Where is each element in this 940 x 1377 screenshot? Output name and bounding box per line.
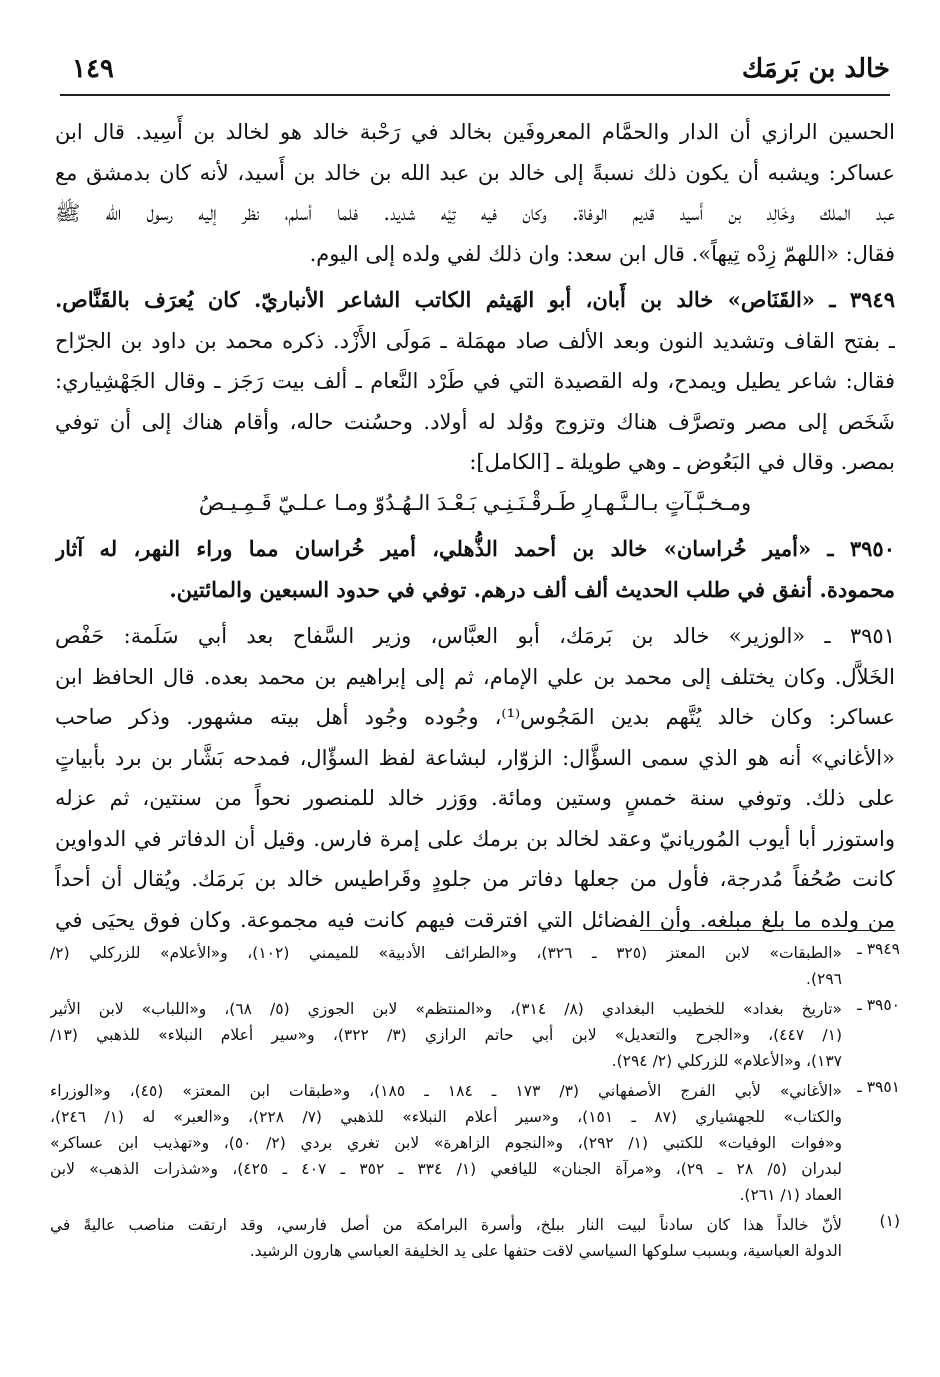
main-text (55, 112, 895, 940)
footnote-number: ٣٩٥١ ـ (857, 1078, 900, 1096)
footnote-number: ٣٩٤٩ ـ (857, 940, 900, 958)
text-line: شَخَص إلى مصر وتصرَّف هناك وتزوج ووُلد له أولاد. وحسُنت حاله، وأقام هناك إلى أن توفي (55, 409, 895, 434)
text-line: فقال: شاعر يطيل ويمدح، وله القصيدة التي في طَرْد النَّعام ـ ألف بيت رَجَز ـ وقال الجَهْشِياري: (55, 369, 895, 393)
footnote-line: الدولة العباسية، وبسبب سلوكها السياسي لاقت حتفها على يد الخليفة العباسي هارون الرشيد. (249, 1242, 842, 1260)
text-line: ـ بفتح القاف وتشديد النون وبعد الألف صاد مهمَلة ـ مَولَى الأَزْد. ذكره محمد بن داود بن الجرّاح (55, 328, 895, 353)
text-line: «الأغاني» أنه هو الذي سمى السؤَّال: الزوّار، لبشاعة لفظ السؤّال، فمدحه بَشَّار بن برد بأبياتٍ (55, 745, 895, 770)
footnote-3951 (50, 1078, 900, 1208)
footnote-line: ٢٩٦). (806, 970, 842, 988)
text-line: محمودة. أنفق في طلب الحديث ألف ألف درهم. توفي في حدود السبعين والمائتين. (169, 576, 895, 602)
page-header (60, 50, 890, 96)
footnote-1 (50, 1212, 900, 1264)
running-title: خالد بن بَرمَك (741, 54, 890, 84)
text-line: بمصر. وقال في البَعُوض ـ وهي طويلة ـ [الكامل]: (469, 450, 895, 474)
entry-heading-3951: ٣٩٥١ ـ «الوزير» خالد بن بَرمَك، أبو العبَّاس، وزير السَّفاح بعد أبي سَلَمة: حَفْص (55, 624, 895, 648)
text-line: عساكر: ويشبه أن يكون ذلك نسبةً إلى خالد بن عبد الله بن خالد بن أَسيد، لأنه كان بدمشق مع (55, 160, 895, 185)
footnote-line: «تاريخ بغداد» للخطيب البغدادي (٨/ ٣١٤)، و«المنتظم» لابن الجوزي (٥/ ٦٨)، و«اللباب» لابن الأثير (50, 1000, 842, 1018)
footnote-line: لأنّ خالداً هذا كان سادناً لبيت النار ببلخ، وأسرة البرامكة من أصل فارسي، وقد ارتقت مناصب عاليةً في (50, 1216, 842, 1234)
text-line: الخَلاَّل. وكان يختلف إلى محمد بن علي الإمام، ثم إلى إبراهيم بن محمد بعده. قال الحافظ ابن (55, 664, 895, 689)
text-line: عساكر: وكان خالد يُتَّهم بدين المَجُوس⁽¹⁾، وجُوده وجُود أهل بيته مشهور. وذكر صاحب (55, 705, 895, 729)
poem-verse: ومـخـبَّـآتٍ بـالـنَّـهـارِ طَـرقْـنَـنِـي بَـعْـدَ الـهُـدُوّ ومـا عـلـيّ قَـمِـيـصُ (198, 490, 752, 515)
footnote-number: ٣٩٥٠ ـ (857, 996, 900, 1014)
text-line: من ولده ما بلغ مبلغه. وأن الفضائل التي افترقت فيهم كانت فيه مجموعة. وكان فوق يحيَى في (55, 907, 895, 932)
footnote-divider (640, 930, 895, 931)
text-line: واستوزر أبا أيوب المُوريانيّ وعقد لخالد بن برمك على إمرة فارس. وقيل أن الدفاتر في الدواوين (55, 826, 895, 851)
entry-heading-3949: ٣٩٤٩ ـ «القَنَاص» خالد بن أَبان، أبو الهَيثم الكاتب الشاعر الأنباريّ. كان يُعرَف بالقَنَّاص. (55, 287, 895, 312)
footnote-line: «الأغاني» لأبي الفرج الأصفهاني (٣/ ١٧٣ ـ ١٨٤ ـ ١٨٥)، و«طبقات ابن المعتز» (٤٥)، و«الوزراء (50, 1082, 842, 1100)
text-line: الحسين الرازي أن الدار والحمَّام المعروفَين بخالد في رَحْبة خالد هو لخالد بن أَسِيد. قال ابن (55, 120, 895, 144)
footnotes (50, 940, 900, 1268)
footnote-line: (١/ ٤٤٧)، و«الجرح والتعديل» لابن أبي حاتم الرازي (٣/ ٣٢٢)، و«سير أعلام النبلاء» للذهبي (١٣/ (50, 1026, 842, 1044)
footnote-3949 (50, 940, 900, 992)
page-number: ١٤٩ (72, 54, 114, 84)
footnote-line: و«فوات الوفيات» للكتبي (١/ ٢٩٢)، و«النجوم الزاهرة» لابن تغري بردي (٢/ ٥٠)، و«تهذيب ابن عساكر» (50, 1134, 842, 1152)
footnote-line: العماد (١/ ٢٦١). (739, 1186, 842, 1204)
text-line: فقال: «اللهمّ زِدْه تِيهاً». قال ابن سعد: وان ذلك لفي ولده إلى اليوم. (309, 241, 895, 266)
footnote-line: والكتاب» للجهشياري (٨٧ ـ ١٥١)، و«سير أعلام النبلاء» للذهبي (٧/ ٢٢٨)، و«العبر» له (١/ ٢٤٦)، (50, 1108, 842, 1126)
footnote-number: (١) (879, 1212, 900, 1230)
footnote-line: ١٣٧)، و«الأعلام» للزركلي (٢/ ٢٩٤). (611, 1052, 842, 1070)
footnote-line: «الطبقات» لابن المعتز (٣٢٥ ـ ٣٢٦)، و«الطرائف الأدبية» للميمني (١٠٢)، و«الأعلام» للزركلي (٢/ (50, 944, 842, 962)
text-line: كانت صُحُفاً مُدرجة، فأول من جعلها دفاتر من جلودٍ وقَراطيس خالد بن بَرمَك. ويُقال أن أحداً (55, 867, 895, 891)
footnote-3950 (50, 996, 900, 1074)
entry-heading-3950: ٣٩٥٠ ـ «أمير خُراسان» خالد بن أحمد الذُّهلي، أمير خُراسان مما وراء النهر، له آثار (55, 536, 895, 561)
text-line: على ذلك. وتوفي سنة خمسٍ وستين ومائة. ووَزر خالد للمنصور نحواً من سنتين، ثم عزله (55, 786, 895, 810)
text-line: عبد الملك وخَالِد بن أَسيد قديم الوفاة. وكان فيه تِيْه شديد. فلما أسلم، نظر إليه رسول الله ﷺ (55, 201, 895, 225)
footnote-line: لبدران (٥/ ٢٨ ـ ٢٩)، و«مرآة الجنان» لليافعي (١/ ٣٣٤ ـ ٣٥٢ ـ ٤٠٧ ـ ٤٢٥)، و«شذرات الذهب» لابن (50, 1160, 842, 1178)
